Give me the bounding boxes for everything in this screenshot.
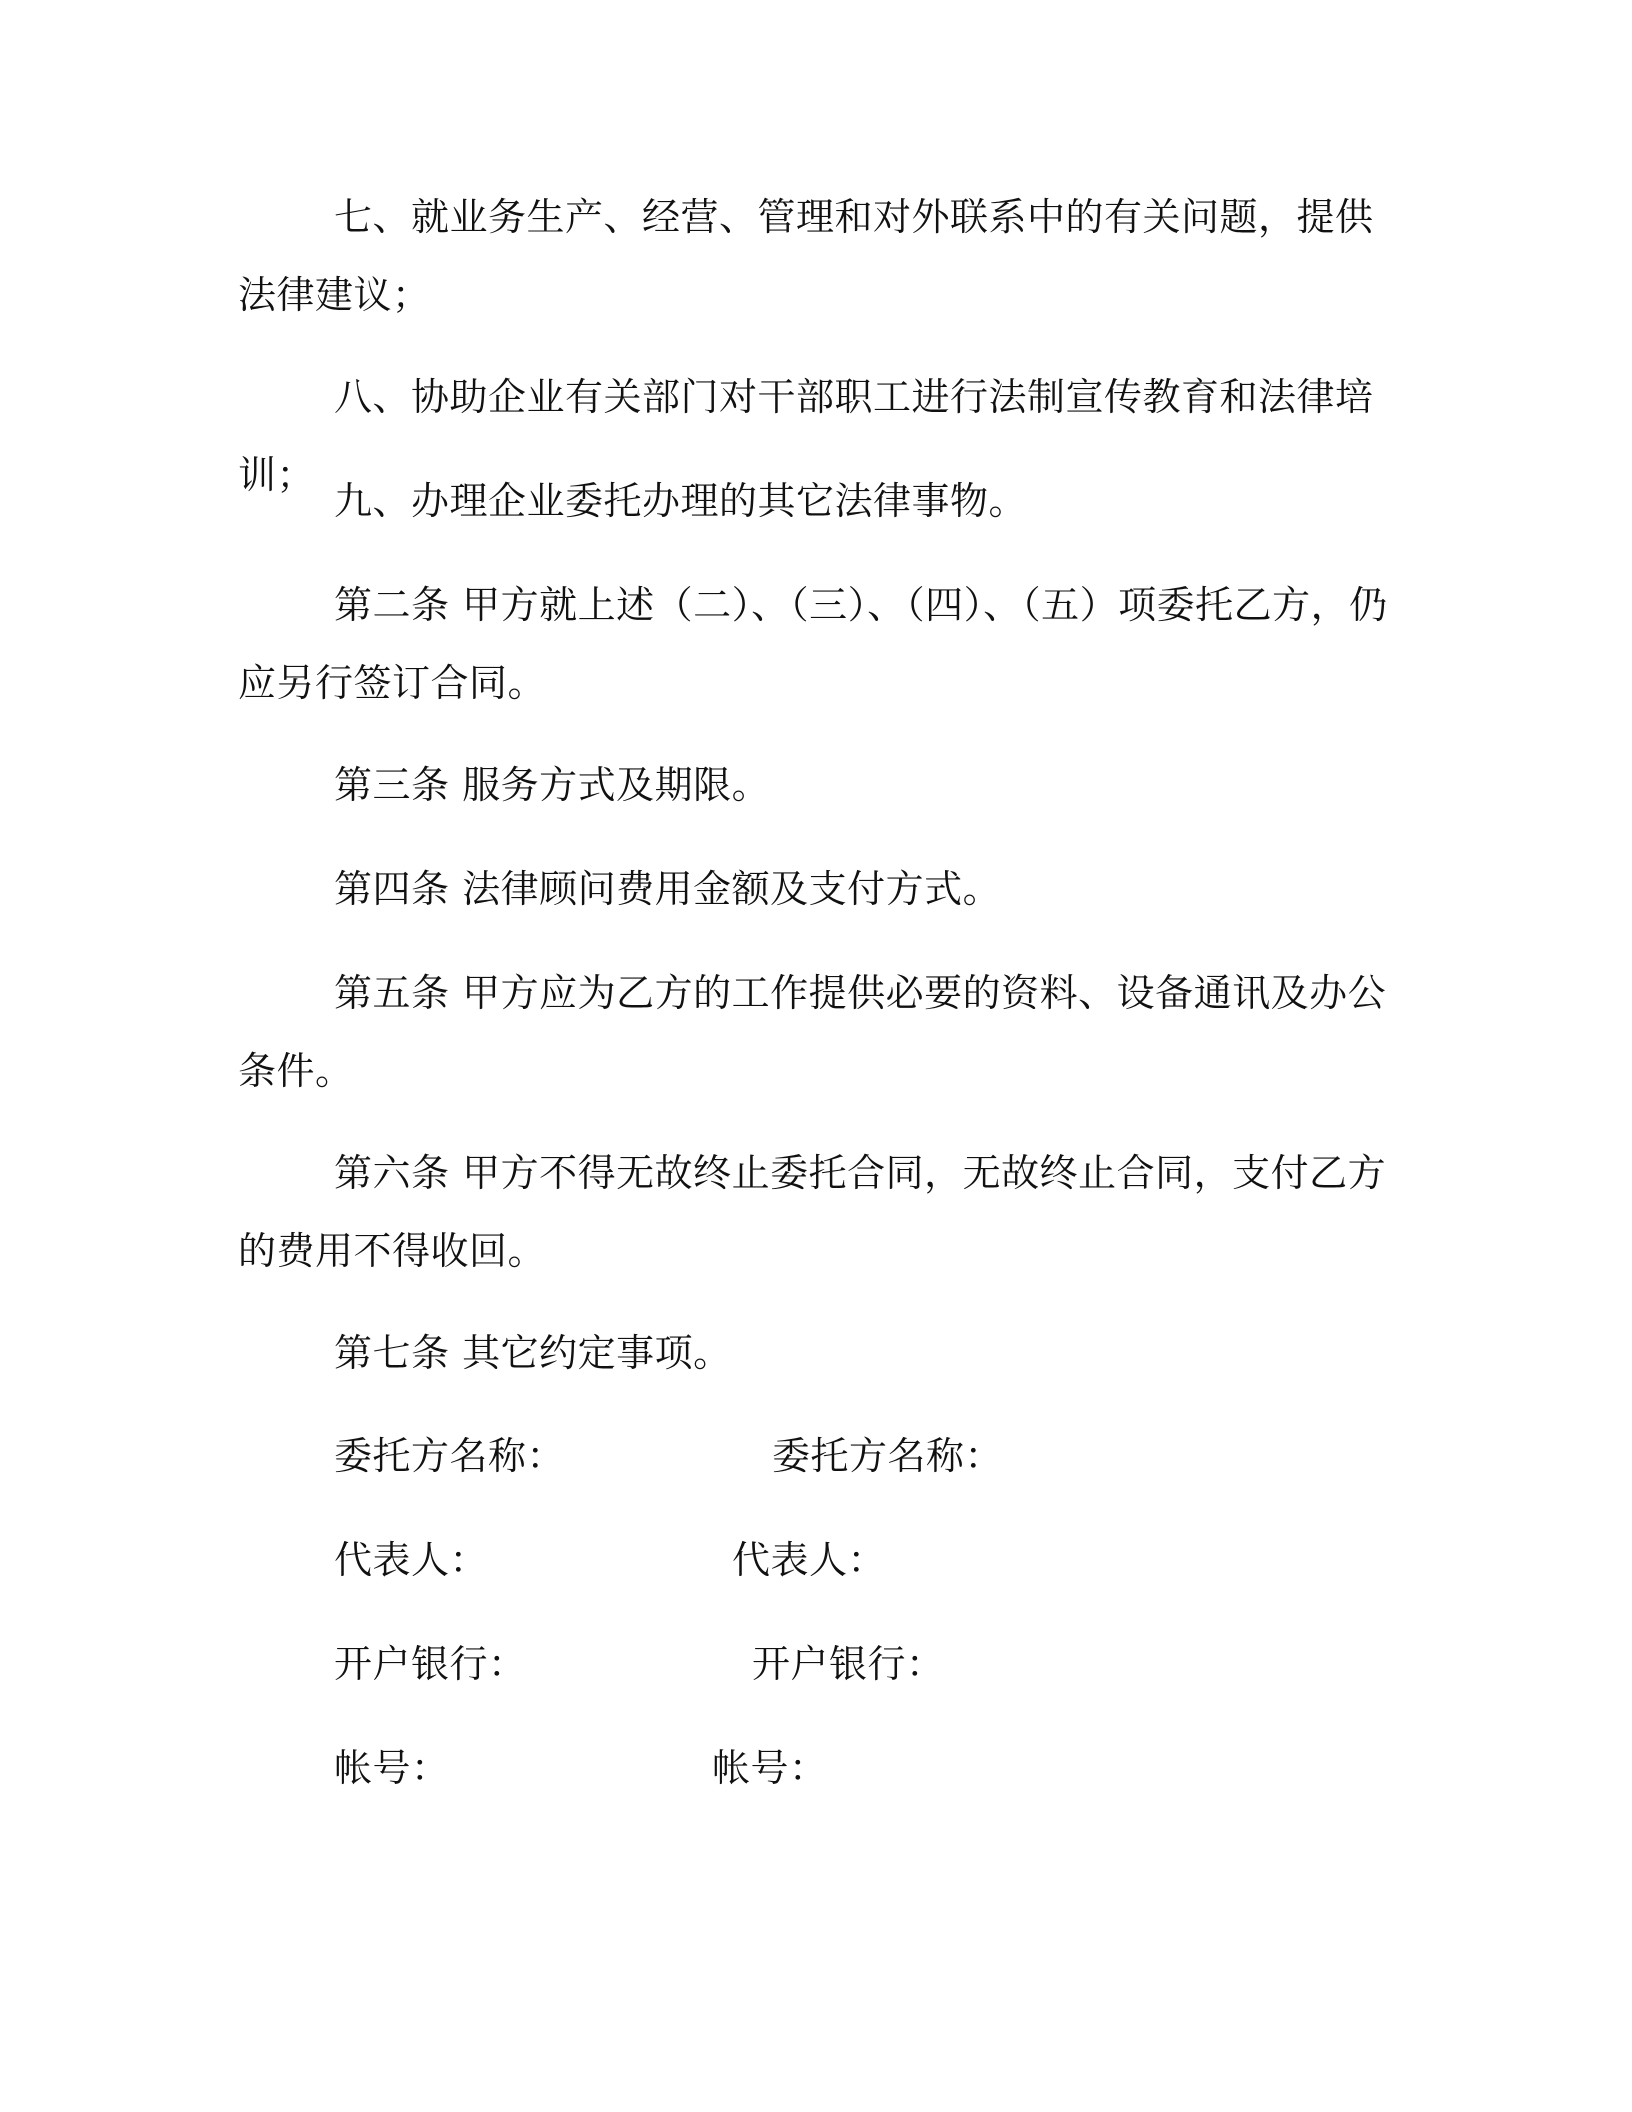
clause-item-9: 九、办理企业委托办理的其它法律事物。 — [334, 479, 1028, 523]
article-6: 第六条 甲方不得无故终止委托合同，无故终止合同，支付乙方的费用不得收回。 — [238, 1151, 1387, 1273]
bank-right-label: 开户银行： — [752, 1642, 945, 1686]
article-2: 第二条 甲方就上述（二）、（三）、（四）、（五）项委托乙方，仍应另行签订合同。 — [238, 583, 1388, 705]
article-4: 第四条 法律顾问费用金额及支付方式。 — [334, 867, 1002, 911]
article-5: 第五条 甲方应为乙方的工作提供必要的资料、设备通讯及办公条件。 — [238, 971, 1387, 1093]
article-3: 第三条 服务方式及期限。 — [334, 763, 771, 807]
client-name-right-label: 委托方名称： — [772, 1434, 1004, 1478]
client-name-left-label: 委托方名称： — [334, 1434, 566, 1478]
clause-item-7: 七、就业务生产、经营、管理和对外联系中的有关问题，提供法律建议； — [238, 195, 1374, 317]
bank-left-label: 开户银行： — [334, 1642, 527, 1686]
account-right-label: 帐号： — [712, 1746, 828, 1790]
clause-item-8: 八、协助企业有关部门对干部职工进行法制宣传教育和法律培训； — [238, 375, 1374, 497]
article-7: 第七条 其它约定事项。 — [334, 1331, 732, 1375]
representative-right-label: 代表人： — [732, 1538, 887, 1582]
representative-left-label: 代表人： — [334, 1538, 489, 1582]
account-left-label: 帐号： — [334, 1746, 450, 1790]
